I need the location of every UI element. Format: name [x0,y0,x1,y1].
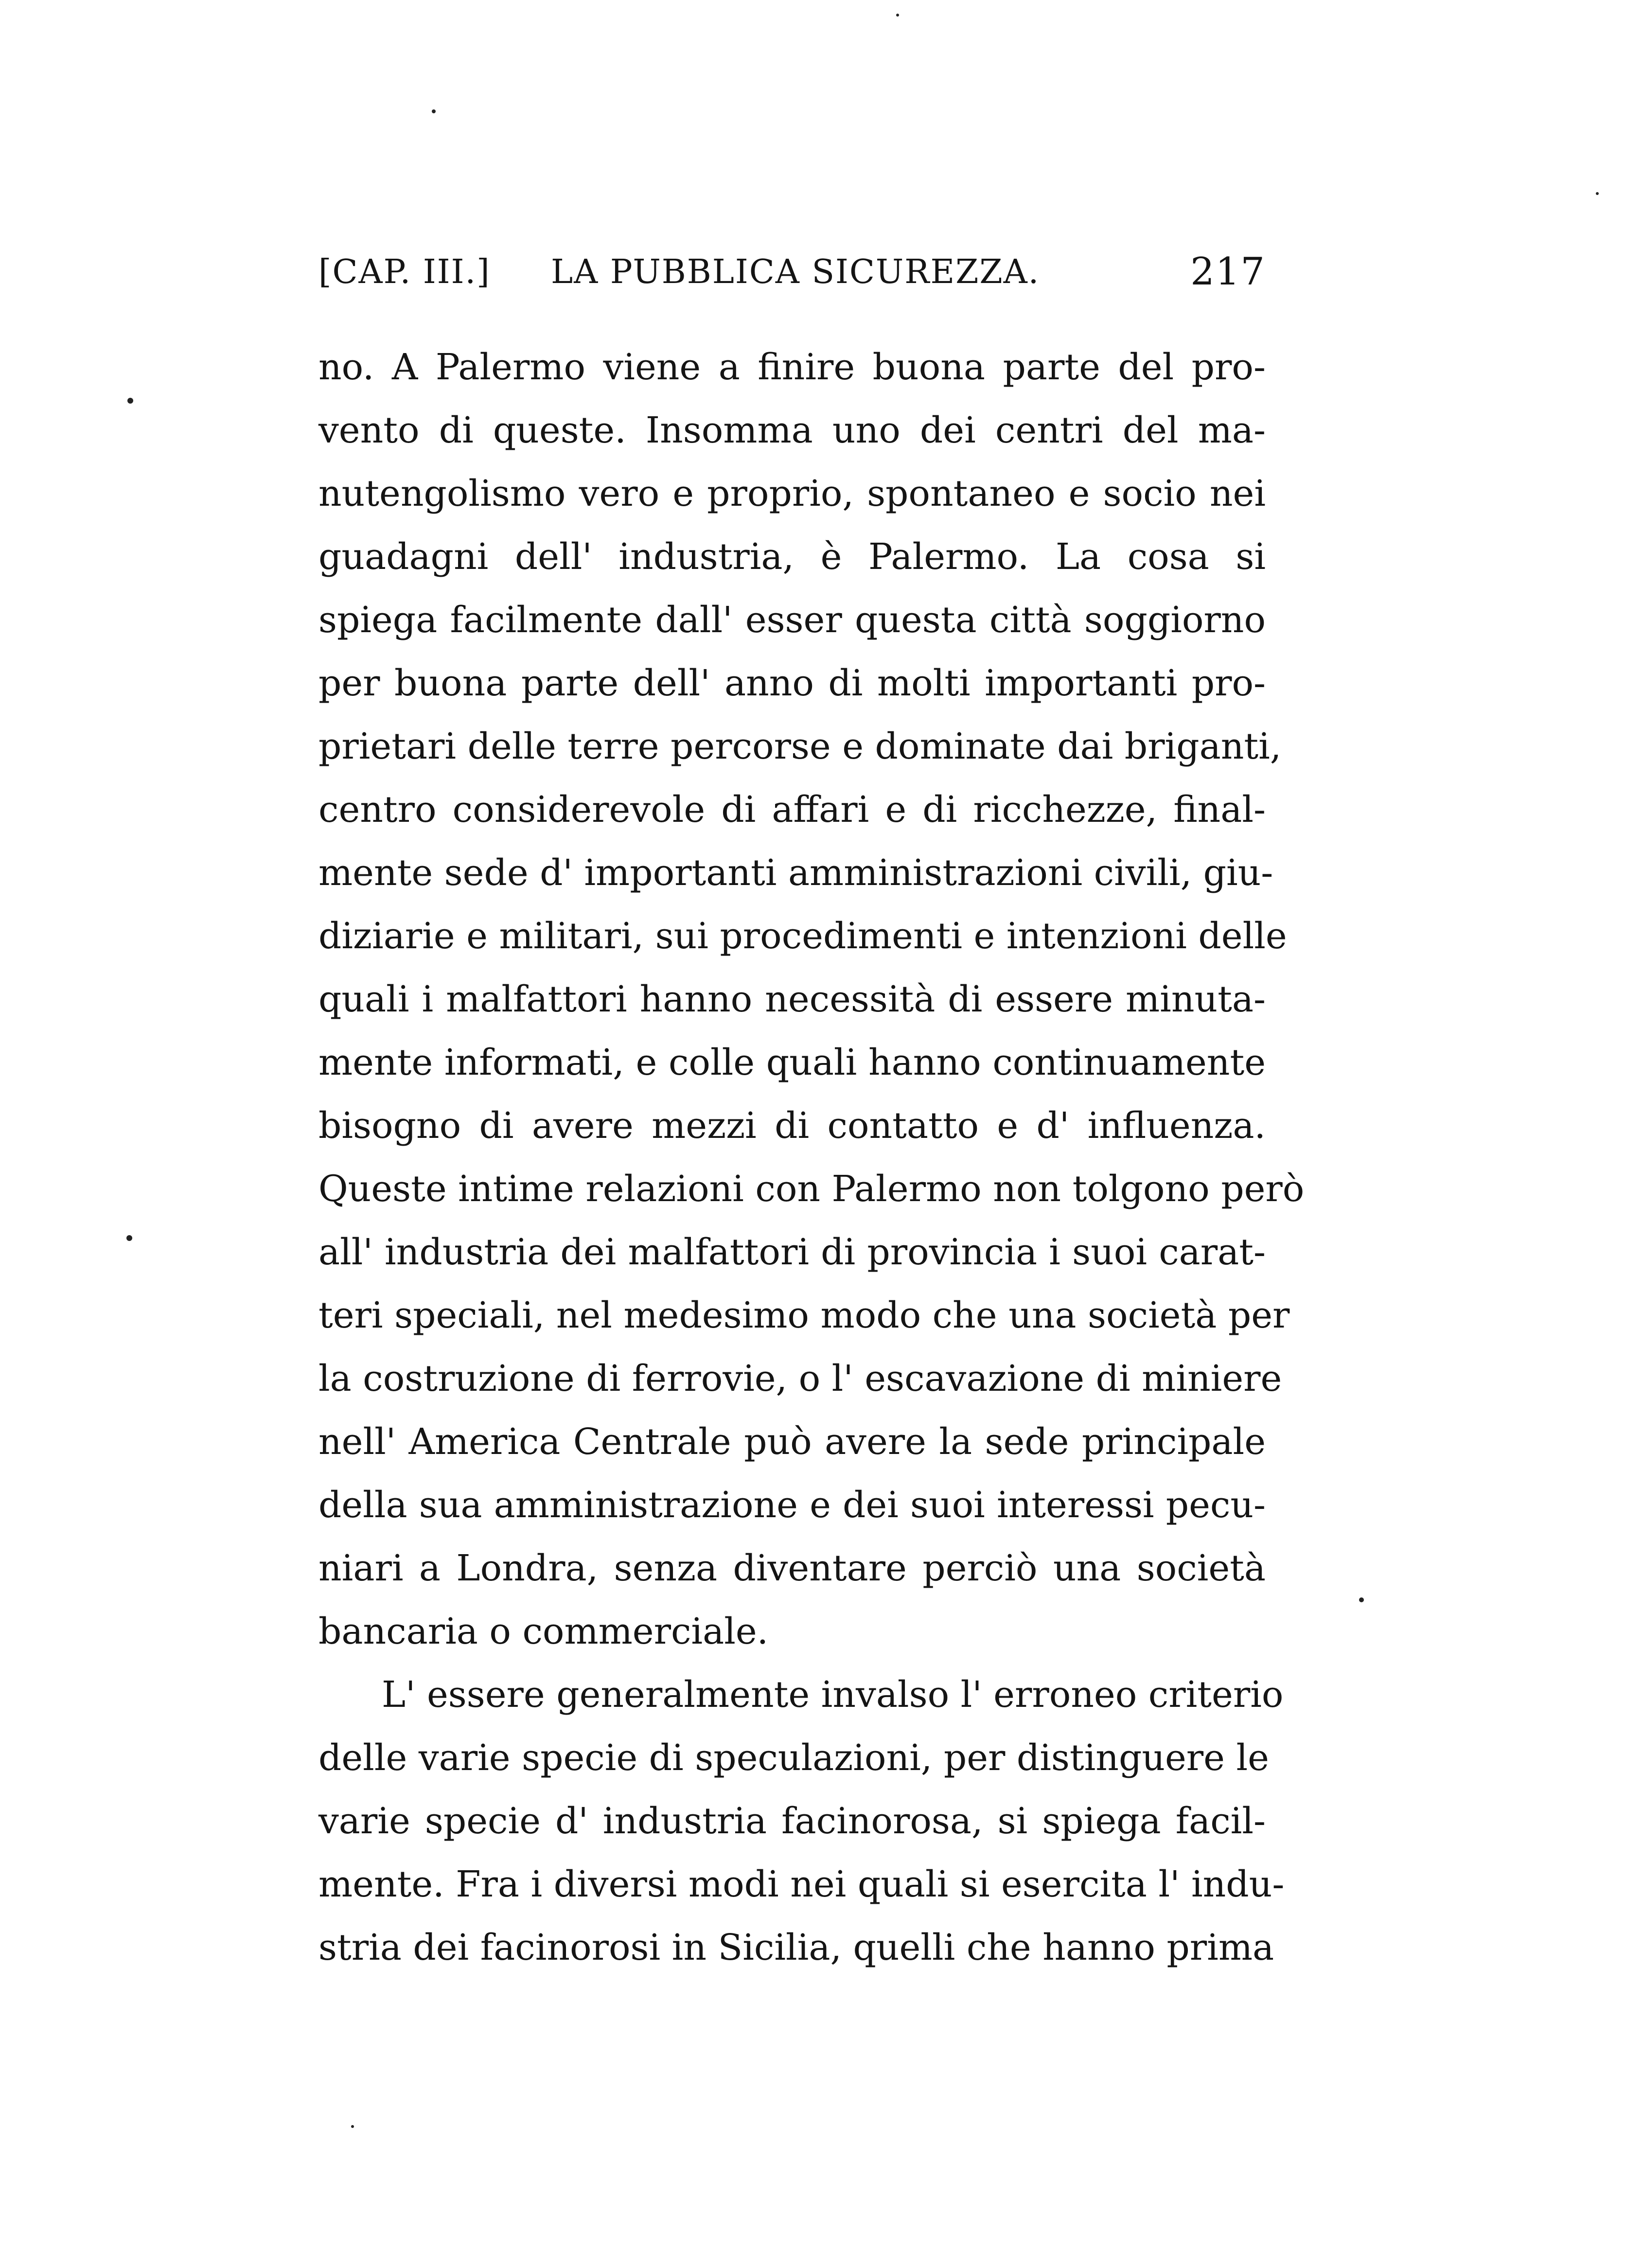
running-title: LA PUBBLICA SICUREZZA. [551,253,1040,291]
text-line: L' essere generalmente invalso l' erroneo criterio [382,1674,1284,1716]
text-line: prietari delle terre percorse e dominate dai briganti, [318,726,1282,767]
text-line: mente informati, e colle quali hanno continuamente [318,1042,1266,1083]
text-line: delle varie specie di speculazioni, per distinguere le [318,1737,1269,1779]
text-line: quali i malfattori hanno necessità di essere minuta- [318,978,1266,1020]
text-line: spiega facilmente dall' esser questa città soggiorno [318,599,1266,641]
paper-speck [126,1235,132,1241]
text-line: stria dei facinorosi in Sicilia, quelli che hanno prima [318,1927,1274,1968]
text-line: la costruzione di ferrovie, o l' escavazione di miniere [318,1358,1282,1400]
body-text [318,336,1305,1979]
text-line: mente. Fra i diversi modi nei quali si esercita l' indu- [318,1863,1285,1905]
paragraph [318,1663,1285,1979]
text-line: all' industria dei malfattori di provincia i suoi carat- [318,1231,1266,1273]
text-line: teri speciali, nel medesimo modo che una società per [318,1294,1290,1336]
text-line: bisogno di avere mezzi di contatto e d' influenza. [318,1105,1266,1147]
page-number: 217 [1190,250,1266,294]
text-line: centro considerevole di affari e di ricchezze, final- [318,789,1266,831]
text-line: guadagni dell' industria, è Palermo. La cosa si [318,536,1266,578]
text-line: nutengolismo vero e proprio, spontaneo e socio nei [318,473,1266,514]
paper-speck [432,109,436,113]
text-line: mente sede d' importanti amministrazioni civili, giu- [318,852,1273,894]
text-line: vento di queste. Insomma uno dei centri del ma- [318,409,1266,451]
text-line: bancaria o commerciale. [318,1611,769,1652]
paper-speck [1596,192,1599,195]
paper-speck [896,14,899,17]
text-line: nell' America Centrale può avere la sede principale [318,1421,1266,1463]
running-header [318,250,1266,306]
text-line: per buona parte dell' anno di molti importanti pro- [318,662,1266,704]
text-line: diziarie e militari, sui procedimenti e intenzioni delle [318,915,1287,957]
text-line: no. A Palermo viene a finire buona parte del pro- [318,346,1266,388]
paper-speck [1359,1597,1364,1602]
paper-speck [351,2125,354,2128]
chapter-label: [CAP. III.] [318,253,491,291]
text-line: niari a Londra, senza diventare perciò una società [318,1547,1266,1589]
text-line: della sua amministrazione e dei suoi interessi pecu- [318,1484,1266,1526]
text-line: varie specie d' industria facinorosa, si spiega facil- [318,1800,1266,1842]
text-line: Queste intime relazioni con Palermo non tolgono però [318,1168,1305,1210]
paper-speck [127,398,133,404]
paragraph [318,336,1305,1663]
